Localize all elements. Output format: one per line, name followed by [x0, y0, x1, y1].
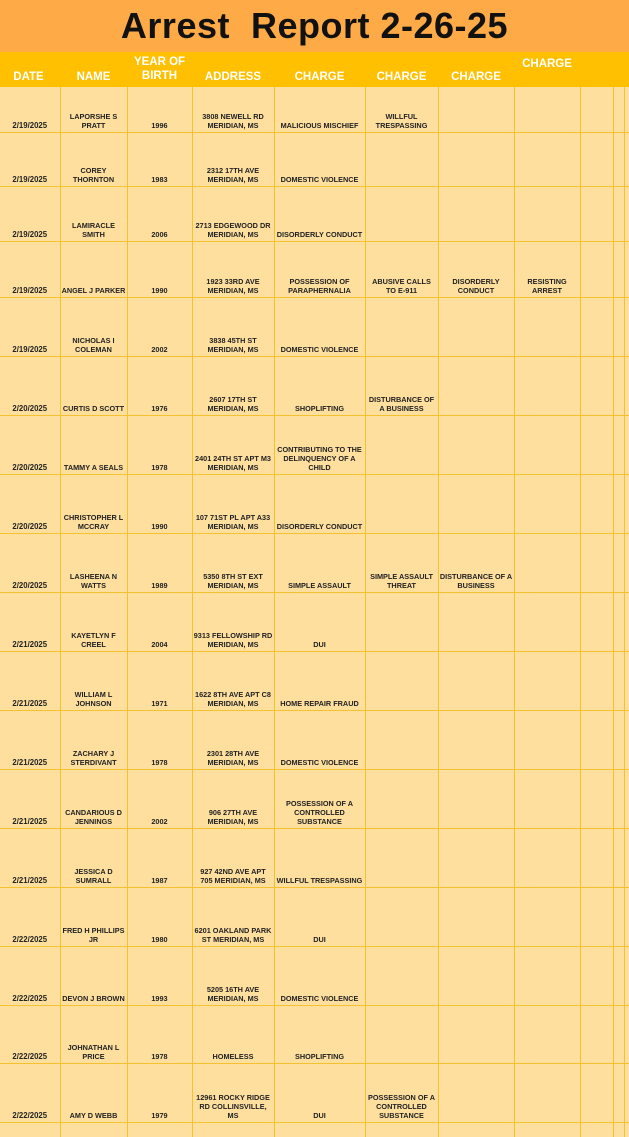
charge-1-cell: SIMPLE ASSAULT: [274, 533, 365, 592]
charge-3-cell: [438, 87, 514, 132]
charge-4-cell: [514, 887, 580, 946]
name-cell: LAPORSHE S PRATT: [60, 87, 127, 132]
address-cell: 2401 24TH ST APT M3 MERIDIAN, MS: [192, 415, 274, 474]
empty-cell: [624, 415, 629, 474]
address-cell: 2713 EDGEWOOD DR MERIDIAN, MS: [192, 186, 274, 241]
table-row: [0, 592, 629, 651]
empty-cell: [580, 87, 613, 132]
charge-3-cell: [438, 186, 514, 241]
charge-1-cell: CONTRIBUTING TO THE DELINQUENCY OF A CHILD: [274, 415, 365, 474]
charge-4-cell: [514, 769, 580, 828]
empty-cell: [613, 710, 624, 769]
empty-cell: [624, 474, 629, 533]
empty-cell: [624, 241, 629, 297]
empty-cell: [613, 297, 624, 356]
year-of-birth-cell: 1983: [127, 132, 192, 186]
charge-4-cell: [514, 415, 580, 474]
charge-2-cell: [365, 186, 438, 241]
name-cell: CURTIS D SCOTT: [60, 356, 127, 415]
charge-1-cell: DISORDERLY CONDUCT: [274, 474, 365, 533]
table-row: [0, 533, 629, 592]
address-cell: HOMELESS: [192, 1005, 274, 1063]
date-cell: 2/19/2025: [0, 186, 60, 241]
name-cell: LASHEENA N WATTS: [60, 533, 127, 592]
empty-cell: [613, 651, 624, 710]
date-cell: 2/20/2025: [0, 474, 60, 533]
charge-4-cell: [514, 1122, 580, 1137]
empty-cell: [580, 592, 613, 651]
charge-4-cell: [514, 828, 580, 887]
address-cell: 3808 NEWELL RD MERIDIAN, MS: [192, 87, 274, 132]
empty-cell: [580, 132, 613, 186]
empty-cell: [624, 1063, 629, 1122]
charge-3-cell: [438, 1063, 514, 1122]
name-cell: ZACHARY J STERDIVANT: [60, 710, 127, 769]
charge-2-cell: [365, 651, 438, 710]
charge-2-cell: [365, 946, 438, 1005]
charge-1-cell: DUI: [274, 592, 365, 651]
empty-cell: [624, 651, 629, 710]
header-date: DATE: [13, 71, 44, 83]
year-of-birth-cell: 1978: [127, 1005, 192, 1063]
table-row: [0, 769, 629, 828]
charge-1-cell: DOMESTIC VIOLENCE: [274, 297, 365, 356]
charge-4-cell: [514, 356, 580, 415]
charge-2-cell: [365, 297, 438, 356]
table-row: [0, 87, 629, 132]
charge-1-cell: DUI: [274, 1063, 365, 1122]
date-cell: 2/21/2025: [0, 710, 60, 769]
header-address: ADDRESS: [204, 71, 262, 83]
year-of-birth-cell: 2004: [127, 592, 192, 651]
empty-cell: [624, 946, 629, 1005]
charge-2-cell: ABUSIVE CALLS TO E-911: [365, 241, 438, 297]
date-cell: 2/19/2025: [0, 297, 60, 356]
charge-3-cell: [438, 1005, 514, 1063]
address-cell: 6201 OAKLAND PARK ST MERIDIAN, MS: [192, 887, 274, 946]
name-cell: LAMIRACLE SMITH: [60, 186, 127, 241]
empty-cell: [624, 297, 629, 356]
address-cell: 5205 16TH AVE MERIDIAN, MS: [192, 946, 274, 1005]
name-cell: JESSICA D SUMRALL: [60, 828, 127, 887]
empty-cell: [613, 132, 624, 186]
empty-cell: [613, 887, 624, 946]
empty-cell: [624, 533, 629, 592]
table-header: [0, 52, 629, 87]
name-cell: [60, 1122, 127, 1137]
name-cell: TAMMY A SEALS: [60, 415, 127, 474]
address-cell: 2301 28TH AVE MERIDIAN, MS: [192, 710, 274, 769]
empty-cell: [613, 186, 624, 241]
year-of-birth-cell: 1971: [127, 651, 192, 710]
name-cell: NICHOLAS I COLEMAN: [60, 297, 127, 356]
charge-2-cell: WILLFUL TRESPASSING: [365, 87, 438, 132]
charge-4-cell: [514, 1063, 580, 1122]
table-row: [0, 828, 629, 887]
header-charge-4: CHARGE: [522, 58, 572, 70]
charge-3-cell: [438, 946, 514, 1005]
address-cell: 107 71ST PL APT A33 MERIDIAN, MS: [192, 474, 274, 533]
empty-cell: [580, 474, 613, 533]
address-cell: 2607 17TH ST MERIDIAN, MS: [192, 356, 274, 415]
name-cell: CHRISTOPHER L MCCRAY: [60, 474, 127, 533]
charge-4-cell: [514, 710, 580, 769]
empty-cell: [580, 533, 613, 592]
date-cell: 2/20/2025: [0, 533, 60, 592]
address-cell: [192, 1122, 274, 1137]
year-of-birth-cell: 2002: [127, 297, 192, 356]
address-cell: 3838 45TH ST MERIDIAN, MS: [192, 297, 274, 356]
charge-2-cell: [365, 592, 438, 651]
name-cell: DEVON J BROWN: [60, 946, 127, 1005]
address-cell: 9313 FELLOWSHIP RD MERIDIAN, MS: [192, 592, 274, 651]
charge-1-cell: DOMESTIC VIOLENCE: [274, 132, 365, 186]
table-row: [0, 241, 629, 297]
charge-2-cell: [365, 1005, 438, 1063]
charge-2-cell: [365, 710, 438, 769]
title-bar: [0, 0, 629, 52]
year-of-birth-cell: 2002: [127, 769, 192, 828]
address-cell: 5350 8TH ST EXT MERIDIAN, MS: [192, 533, 274, 592]
date-cell: [0, 1122, 60, 1137]
charge-4-cell: [514, 186, 580, 241]
empty-cell: [624, 710, 629, 769]
empty-cell: [580, 651, 613, 710]
empty-cell: [624, 769, 629, 828]
year-of-birth-cell: 1978: [127, 415, 192, 474]
charge-4-cell: [514, 297, 580, 356]
charge-3-cell: [438, 132, 514, 186]
date-cell: 2/22/2025: [0, 1063, 60, 1122]
empty-cell: [624, 186, 629, 241]
date-cell: 2/20/2025: [0, 356, 60, 415]
table-row: [0, 1005, 629, 1063]
charge-2-cell: POSSESSION OF A CONTROLLED SUBSTANCE: [365, 1063, 438, 1122]
charge-4-cell: [514, 132, 580, 186]
year-of-birth-cell: 1987: [127, 828, 192, 887]
charge-3-cell: [438, 592, 514, 651]
empty-cell: [613, 1122, 624, 1137]
year-of-birth-cell: 1996: [127, 87, 192, 132]
year-of-birth-cell: 1976: [127, 356, 192, 415]
name-cell: CANDARIOUS D JENNINGS: [60, 769, 127, 828]
year-of-birth-cell: 1978: [127, 710, 192, 769]
empty-cell: [580, 887, 613, 946]
empty-cell: [580, 241, 613, 297]
charge-1-cell: DISORDERLY CONDUCT: [274, 186, 365, 241]
charge-1-cell: DUI: [274, 887, 365, 946]
empty-cell: [624, 1005, 629, 1063]
empty-cell: [613, 828, 624, 887]
empty-cell: [613, 87, 624, 132]
name-cell: ANGEL J PARKER: [60, 241, 127, 297]
address-cell: 927 42ND AVE APT 705 MERIDIAN, MS: [192, 828, 274, 887]
empty-cell: [580, 828, 613, 887]
charge-4-cell: [514, 87, 580, 132]
charge-3-cell: [438, 651, 514, 710]
charge-3-cell: [438, 1122, 514, 1137]
year-of-birth-cell: 1993: [127, 946, 192, 1005]
table-row: [0, 651, 629, 710]
charge-2-cell: [365, 769, 438, 828]
empty-cell: [624, 1122, 629, 1137]
header-charge-2: CHARGE: [376, 71, 427, 83]
charge-4-cell: [514, 946, 580, 1005]
name-cell: JOHNATHAN L PRICE: [60, 1005, 127, 1063]
charge-3-cell: DISORDERLY CONDUCT: [438, 241, 514, 297]
table-row: [0, 1122, 629, 1137]
table-row: [0, 946, 629, 1005]
table-row: [0, 186, 629, 241]
charge-3-cell: [438, 415, 514, 474]
empty-cell: [613, 769, 624, 828]
charge-2-cell: [365, 1122, 438, 1137]
date-cell: 2/21/2025: [0, 828, 60, 887]
year-of-birth-cell: 1979: [127, 1063, 192, 1122]
empty-cell: [613, 1063, 624, 1122]
charge-3-cell: [438, 828, 514, 887]
empty-cell: [580, 769, 613, 828]
empty-cell: [580, 710, 613, 769]
date-cell: 2/21/2025: [0, 592, 60, 651]
year-of-birth-cell: 1990: [127, 241, 192, 297]
date-cell: 2/21/2025: [0, 651, 60, 710]
charge-4-cell: [514, 592, 580, 651]
empty-cell: [613, 1005, 624, 1063]
empty-cell: [580, 356, 613, 415]
charge-1-cell: WILLFUL TRESPASSING: [274, 828, 365, 887]
name-cell: COREY THORNTON: [60, 132, 127, 186]
empty-cell: [580, 946, 613, 1005]
date-cell: 2/22/2025: [0, 946, 60, 1005]
charge-2-cell: [365, 887, 438, 946]
table-row: [0, 132, 629, 186]
year-of-birth-cell: 1989: [127, 533, 192, 592]
empty-cell: [624, 132, 629, 186]
empty-cell: [613, 533, 624, 592]
charge-1-cell: POSSESSION OF A CONTROLLED SUBSTANCE: [274, 769, 365, 828]
charge-2-cell: [365, 474, 438, 533]
date-cell: 2/19/2025: [0, 241, 60, 297]
charge-1-cell: MALICIOUS MISCHIEF: [274, 87, 365, 132]
charge-3-cell: [438, 356, 514, 415]
table-row: [0, 887, 629, 946]
date-cell: 2/20/2025: [0, 415, 60, 474]
empty-cell: [580, 186, 613, 241]
header-name: NAME: [76, 71, 111, 83]
charge-2-cell: [365, 828, 438, 887]
header-charge-3: CHARGE: [451, 71, 501, 83]
empty-cell: [624, 87, 629, 132]
empty-cell: [613, 474, 624, 533]
charge-3-cell: [438, 887, 514, 946]
header-year-of-birth: YEAR OF BIRTH: [133, 56, 186, 82]
header-charge-1: CHARGE: [294, 71, 345, 83]
charge-4-cell: [514, 533, 580, 592]
charge-1-cell: SHOPLIFTING: [274, 356, 365, 415]
charge-4-cell: RESISTING ARREST: [514, 241, 580, 297]
address-cell: 1923 33RD AVE MERIDIAN, MS: [192, 241, 274, 297]
charge-3-cell: [438, 297, 514, 356]
charge-1-cell: [274, 1122, 365, 1137]
charge-1-cell: SHOPLIFTING: [274, 1005, 365, 1063]
empty-cell: [613, 592, 624, 651]
empty-cell: [613, 415, 624, 474]
name-cell: WILLIAM L JOHNSON: [60, 651, 127, 710]
empty-cell: [580, 1063, 613, 1122]
date-cell: 2/22/2025: [0, 887, 60, 946]
year-of-birth-cell: 1980: [127, 887, 192, 946]
empty-cell: [624, 887, 629, 946]
name-cell: KAYETLYN F CREEL: [60, 592, 127, 651]
table-row: [0, 474, 629, 533]
empty-cell: [613, 946, 624, 1005]
address-cell: 1622 8TH AVE APT C8 MERIDIAN, MS: [192, 651, 274, 710]
empty-cell: [580, 415, 613, 474]
table-row: [0, 356, 629, 415]
year-of-birth-cell: 2006: [127, 186, 192, 241]
charge-2-cell: SIMPLE ASSAULT THREAT: [365, 533, 438, 592]
year-of-birth-cell: 1990: [127, 474, 192, 533]
date-cell: 2/22/2025: [0, 1005, 60, 1063]
date-cell: 2/19/2025: [0, 132, 60, 186]
name-cell: FRED H PHILLIPS JR: [60, 887, 127, 946]
empty-cell: [580, 297, 613, 356]
charge-2-cell: DISTURBANCE OF A BUSINESS: [365, 356, 438, 415]
charge-4-cell: [514, 1005, 580, 1063]
address-cell: 906 27TH AVE MERIDIAN, MS: [192, 769, 274, 828]
date-cell: 2/19/2025: [0, 87, 60, 132]
empty-cell: [580, 1122, 613, 1137]
charge-3-cell: [438, 474, 514, 533]
date-cell: 2/21/2025: [0, 769, 60, 828]
arrest-table: [0, 87, 629, 1137]
table-row: [0, 710, 629, 769]
empty-cell: [624, 828, 629, 887]
charge-1-cell: DOMESTIC VIOLENCE: [274, 710, 365, 769]
charge-3-cell: [438, 769, 514, 828]
address-cell: 2312 17TH AVE MERIDIAN, MS: [192, 132, 274, 186]
empty-cell: [580, 1005, 613, 1063]
empty-cell: [613, 356, 624, 415]
report-title: Arrest Report 2-26-25: [120, 5, 509, 46]
empty-cell: [624, 356, 629, 415]
name-cell: AMY D WEBB: [60, 1063, 127, 1122]
empty-cell: [624, 592, 629, 651]
table-row: [0, 297, 629, 356]
table-row: [0, 1063, 629, 1122]
charge-1-cell: HOME REPAIR FRAUD: [274, 651, 365, 710]
charge-1-cell: DOMESTIC VIOLENCE: [274, 946, 365, 1005]
empty-cell: [613, 241, 624, 297]
charge-4-cell: [514, 474, 580, 533]
charge-2-cell: [365, 415, 438, 474]
charge-3-cell: DISTURBANCE OF A BUSINESS: [438, 533, 514, 592]
charge-4-cell: [514, 651, 580, 710]
table-row: [0, 415, 629, 474]
charge-1-cell: POSSESSION OF PARAPHERNALIA: [274, 241, 365, 297]
address-cell: 12961 ROCKY RIDGE RD COLLINSVILLE, MS: [192, 1063, 274, 1122]
charge-2-cell: [365, 132, 438, 186]
charge-3-cell: [438, 710, 514, 769]
year-of-birth-cell: [127, 1122, 192, 1137]
